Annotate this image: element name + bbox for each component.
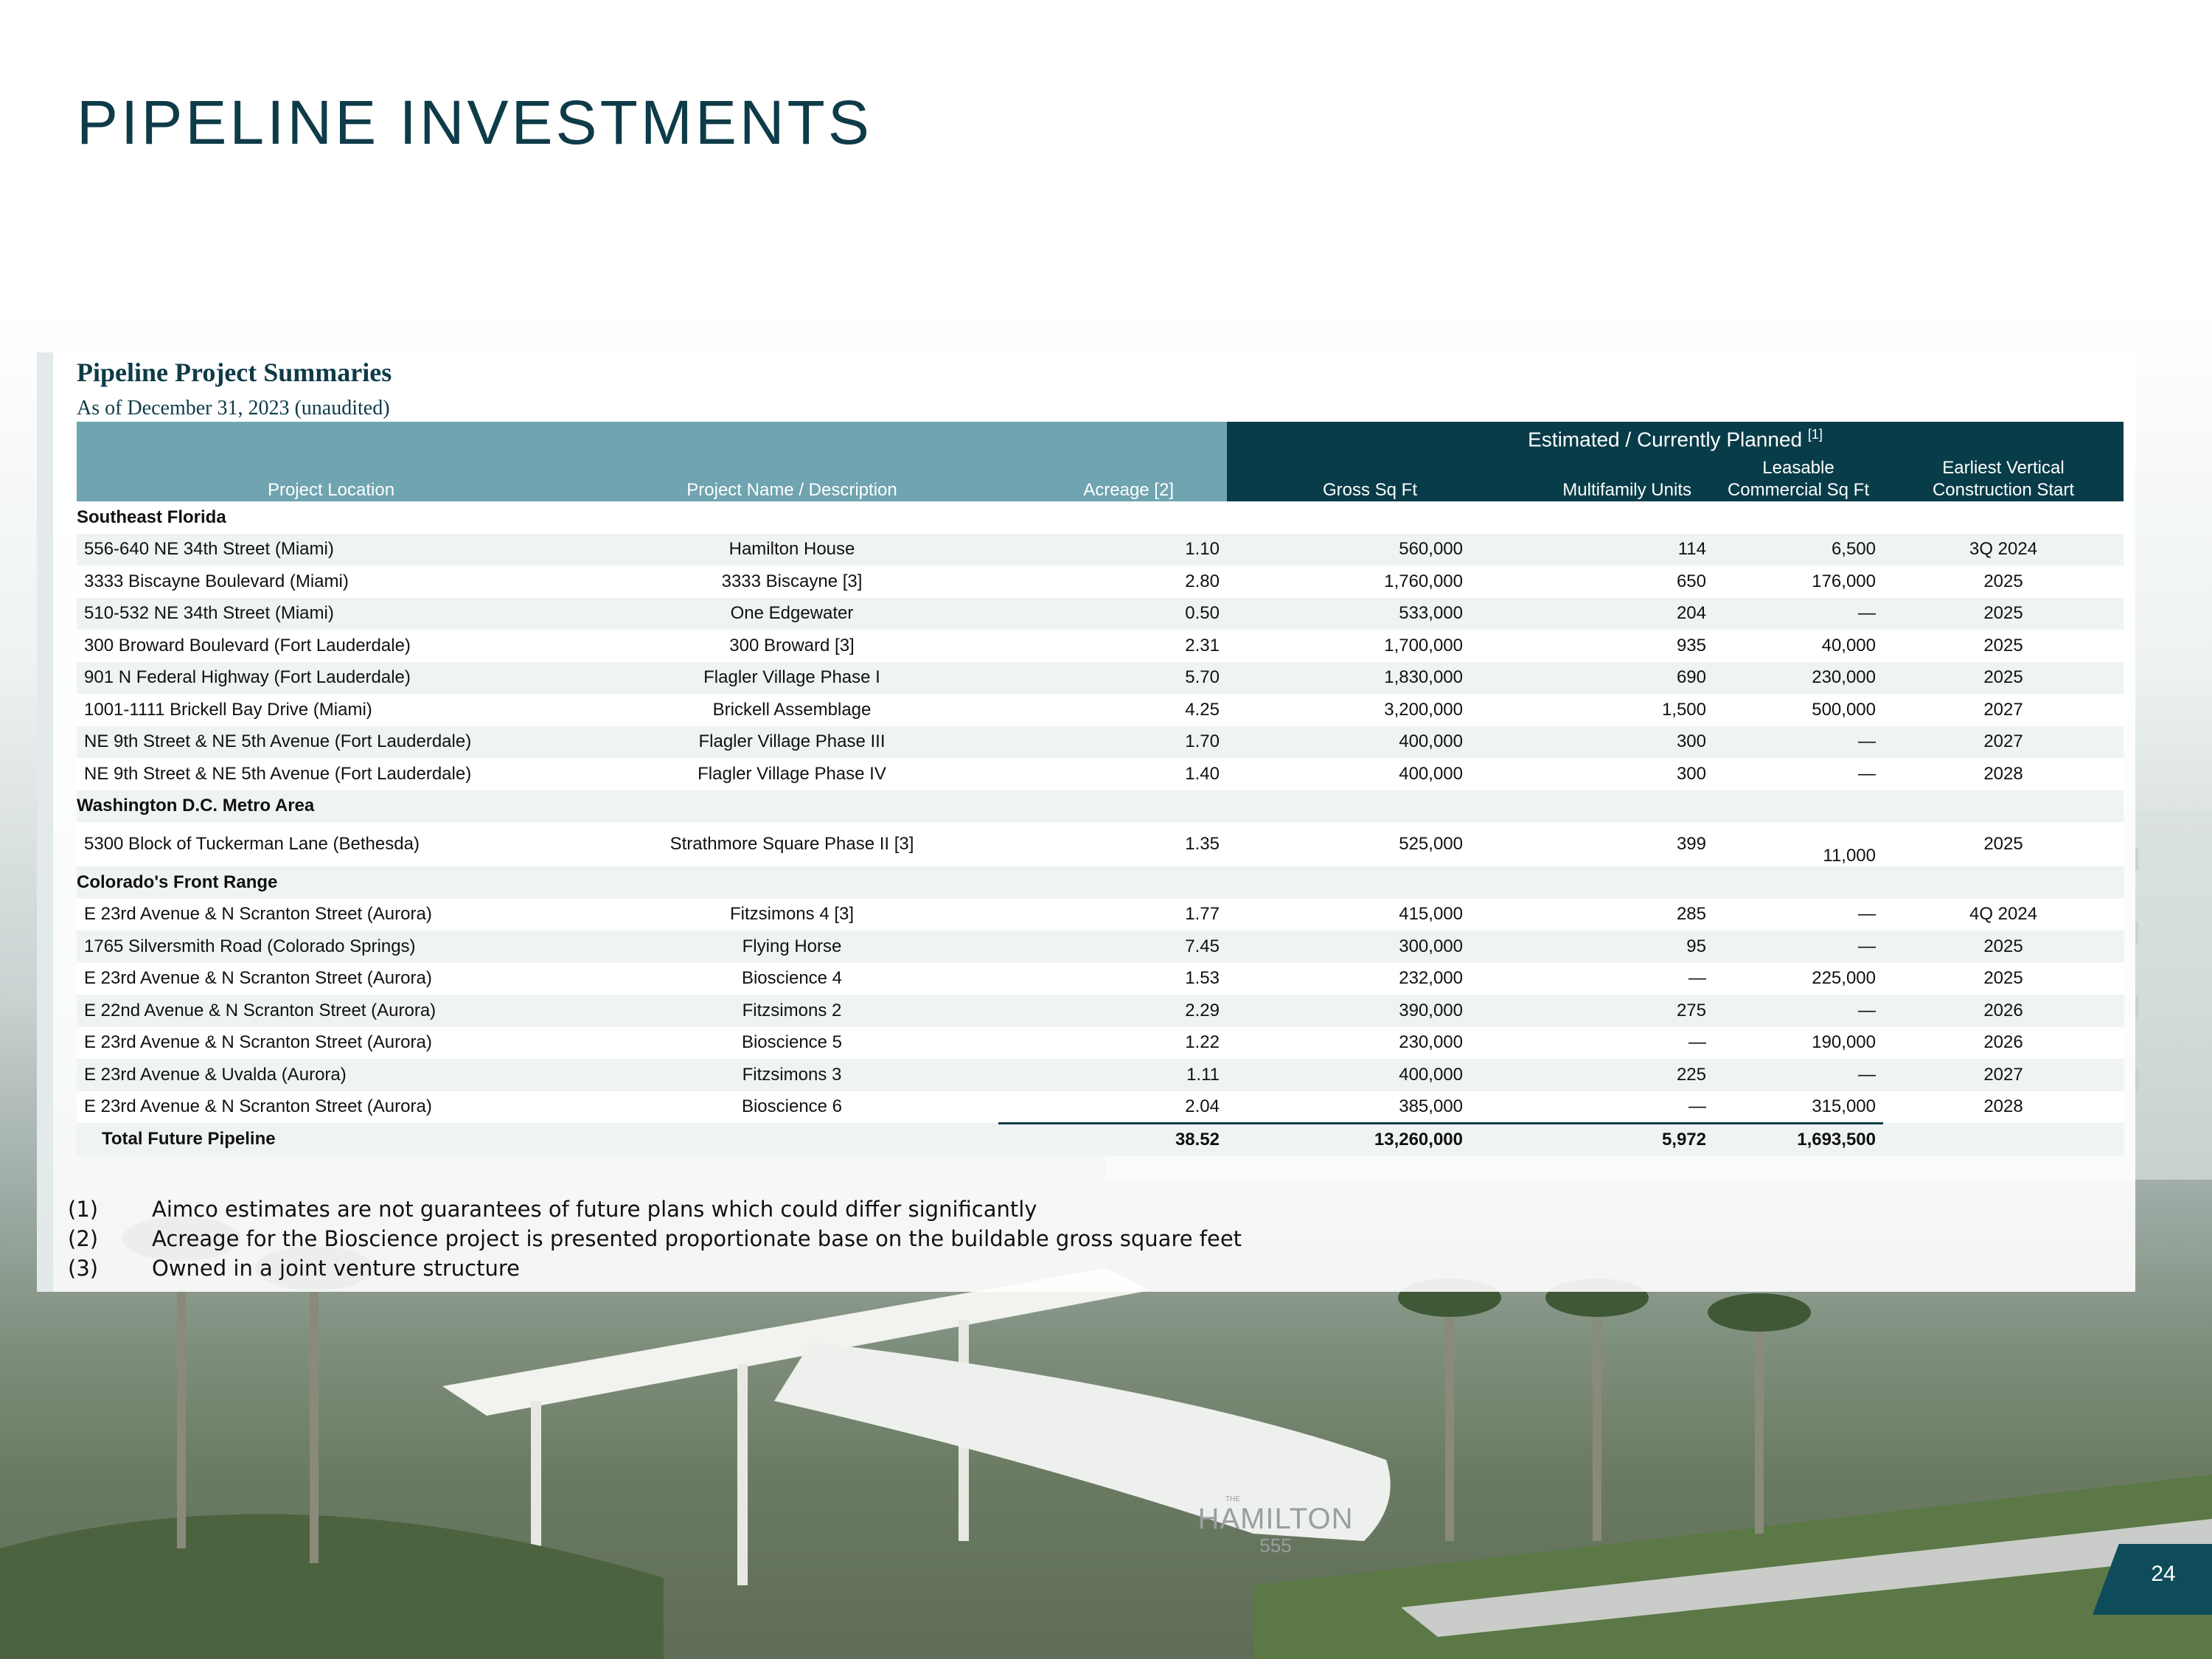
cell-units: 650: [1676, 571, 1706, 591]
cell-name: Fitzsimons 3: [742, 1064, 842, 1085]
cell-start: 2025: [1983, 968, 2023, 989]
cell-leasable: —: [1858, 763, 1876, 784]
pipeline-table: [77, 422, 2124, 1155]
table-row: [77, 534, 2124, 566]
cell-leasable: —: [1858, 936, 1876, 956]
table-row: [77, 758, 2124, 790]
total-spacer: [1883, 1123, 2124, 1155]
col-header-leasable: [1714, 457, 1883, 501]
col-header-gross: Gross Sq Ft: [1227, 457, 1470, 501]
cell-leasable: 6,500: [1831, 539, 1876, 560]
footnote: [68, 1224, 1242, 1253]
section-subtitle: As of December 31, 2023 (unaudited): [77, 397, 390, 420]
cell-start: 2025: [1983, 571, 2023, 591]
cell-location: 556-640 NE 34th Street (Miami): [84, 539, 334, 560]
cell-leasable: —: [1858, 1000, 1876, 1020]
total-units: 5,972: [1470, 1123, 1714, 1155]
table-row: [77, 1059, 2124, 1091]
cell-acreage: 5.70: [1185, 667, 1220, 688]
table-row: [77, 694, 2124, 726]
col-header-start-line2: Construction Start: [1932, 480, 2075, 500]
total-gross: 13,260,000: [1227, 1123, 1470, 1155]
cell-start: 2025: [1983, 635, 2023, 655]
cell-location: 5300 Block of Tuckerman Lane (Bethesda): [84, 834, 420, 854]
table-row: [77, 630, 2124, 662]
cell-units: 225: [1676, 1064, 1706, 1085]
group-header-note: [1]: [1807, 427, 1823, 442]
table-row: [77, 1027, 2124, 1060]
cell-gross: 1,830,000: [1384, 667, 1463, 688]
cell-leasable: 40,000: [1821, 635, 1876, 655]
cell-location: E 22nd Avenue & N Scranton Street (Aurora): [84, 1000, 437, 1020]
cell-units: 285: [1676, 904, 1706, 925]
cell-location: NE 9th Street & NE 5th Avenue (Fort Lauderdale): [84, 763, 472, 784]
header-spacer: [77, 422, 585, 457]
cell-leasable: 500,000: [1812, 699, 1876, 720]
cell-gross: 400,000: [1399, 1064, 1463, 1085]
photo-sign-small: THE: [1225, 1495, 1240, 1503]
footnote: [68, 1253, 1242, 1283]
footnote-number: (3): [68, 1256, 99, 1281]
cell-acreage: 2.31: [1185, 635, 1220, 655]
cell-acreage: 1.35: [1185, 834, 1220, 854]
cell-leasable: 11,000: [1823, 846, 1876, 866]
cell-units: 204: [1676, 603, 1706, 624]
cell-units: 300: [1676, 763, 1706, 784]
cell-units: 690: [1676, 667, 1706, 688]
photo-sign: [1180, 1495, 1371, 1557]
cell-location: E 23rd Avenue & N Scranton Street (Aurora): [84, 968, 432, 989]
table-row: [77, 598, 2124, 630]
cell-acreage: 1.40: [1185, 763, 1220, 784]
cell-location: E 23rd Avenue & N Scranton Street (Aurora): [84, 1032, 432, 1053]
table-row: [77, 566, 2124, 598]
footnotes: [68, 1194, 1242, 1283]
cell-name: Bioscience 6: [741, 1096, 843, 1117]
cell-acreage: 2.80: [1185, 571, 1220, 591]
page-number: 24: [2151, 1562, 2176, 1586]
col-header-leasable-line2: Commercial Sq Ft: [1727, 480, 1870, 500]
cell-name: Fitzsimons 4 [3]: [729, 904, 855, 925]
cell-name: 3333 Biscayne [3]: [721, 571, 863, 591]
cell-acreage: 1.77: [1185, 904, 1220, 925]
total-leasable: 1,693,500: [1714, 1123, 1883, 1155]
table-row: [77, 931, 2124, 963]
cell-units: 95: [1686, 936, 1706, 956]
cell-start: 2025: [1983, 936, 2023, 956]
group-header-label: Estimated / Currently Planned: [1528, 428, 1803, 451]
cell-leasable: —: [1858, 603, 1876, 624]
cell-acreage: 4.25: [1185, 699, 1220, 720]
cell-start: 2028: [1983, 1096, 2023, 1117]
cell-name: Bioscience 4: [741, 968, 843, 989]
group-label: Colorado's Front Range: [77, 872, 278, 892]
cell-start: 2026: [1983, 1000, 2023, 1020]
col-header-leasable-line1: Leasable: [1762, 458, 1834, 478]
table-group-header-row: [77, 422, 2124, 457]
cell-location: E 23rd Avenue & Uvalda (Aurora): [84, 1064, 347, 1085]
photo-sign-name: HAMILTON: [1197, 1503, 1354, 1535]
cell-gross: 3,200,000: [1384, 699, 1463, 720]
cell-acreage: 1.22: [1185, 1032, 1220, 1053]
cell-location: 510-532 NE 34th Street (Miami): [84, 603, 334, 624]
cell-units: —: [1688, 968, 1706, 989]
group-header: [1227, 422, 2124, 457]
cell-acreage: 2.29: [1185, 1000, 1220, 1020]
footnote-text: Owned in a joint venture structure: [152, 1256, 520, 1281]
cell-start: 2028: [1983, 763, 2023, 784]
cell-leasable: —: [1858, 731, 1876, 752]
table-row: [77, 963, 2124, 995]
cell-start: 3Q 2024: [1969, 539, 2038, 560]
cell-location: 1765 Silversmith Road (Colorado Springs): [84, 936, 416, 956]
cell-start: 2025: [1983, 834, 2023, 854]
cell-acreage: 0.50: [1185, 603, 1220, 624]
table-row: [77, 995, 2124, 1027]
cell-name: Strathmore Square Phase II [3]: [669, 834, 914, 854]
footnote: [68, 1194, 1242, 1224]
cell-name: Flying Horse: [742, 936, 842, 956]
cell-acreage: 1.11: [1186, 1064, 1220, 1085]
cell-gross: 300,000: [1399, 936, 1463, 956]
cell-location: NE 9th Street & NE 5th Avenue (Fort Lauderdale): [84, 731, 472, 752]
cell-name: One Edgewater: [730, 603, 854, 624]
cell-acreage: 7.45: [1185, 936, 1220, 956]
cell-acreage: 1.53: [1185, 968, 1220, 989]
cell-leasable: 315,000: [1812, 1096, 1876, 1116]
total-row: [77, 1123, 2124, 1155]
table-row: [77, 662, 2124, 695]
cell-start: 2027: [1983, 731, 2023, 752]
cell-gross: 1,760,000: [1384, 571, 1463, 591]
cell-acreage: 1.70: [1185, 731, 1220, 752]
cell-gross: 385,000: [1399, 1096, 1463, 1116]
col-header-start-line1: Earliest Vertical: [1942, 458, 2065, 478]
cell-location: E 23rd Avenue & N Scranton Street (Aurora): [84, 1096, 432, 1117]
cell-start: 2025: [1983, 603, 2023, 624]
cell-location: 300 Broward Boulevard (Fort Lauderdale): [84, 635, 411, 655]
cell-name: 300 Broward [3]: [729, 635, 855, 655]
cell-gross: 230,000: [1399, 1032, 1463, 1053]
col-header-units: Multifamily Units: [1470, 457, 1714, 501]
cell-location: E 23rd Avenue & N Scranton Street (Aurora): [84, 904, 432, 925]
total-acreage: 38.52: [998, 1123, 1227, 1155]
cell-gross: 560,000: [1399, 539, 1463, 560]
cell-gross: 525,000: [1399, 834, 1463, 854]
group-row-southeast-florida: [77, 501, 2124, 534]
cell-leasable: 190,000: [1812, 1032, 1876, 1053]
cell-start: 2027: [1983, 1064, 2023, 1085]
section-title: Pipeline Project Summaries: [77, 358, 392, 387]
cell-location: 901 N Federal Highway (Fort Lauderdale): [84, 667, 411, 688]
cell-gross: 533,000: [1399, 603, 1463, 624]
group-row-washington-dc: [77, 790, 2124, 823]
cell-gross: 232,000: [1399, 968, 1463, 989]
cell-leasable: 176,000: [1812, 571, 1876, 591]
table-header-row: [77, 457, 2124, 501]
cell-leasable: 230,000: [1812, 667, 1876, 688]
footnote-number: (2): [68, 1226, 99, 1251]
cell-start: 2027: [1983, 699, 2023, 720]
footnote-text: Aimco estimates are not guarantees of future plans which could differ significantly: [152, 1197, 1037, 1222]
cell-name: Flagler Village Phase IV: [698, 763, 886, 784]
cell-leasable: —: [1858, 904, 1876, 925]
table-row: [77, 899, 2124, 931]
cell-acreage: 1.10: [1185, 539, 1220, 560]
cell-units: —: [1688, 1032, 1706, 1053]
cell-units: 114: [1677, 539, 1706, 560]
cell-gross: 400,000: [1399, 731, 1463, 752]
cell-gross: 390,000: [1399, 1000, 1463, 1020]
cell-units: 275: [1676, 1000, 1706, 1020]
cell-units: 935: [1676, 635, 1706, 655]
cell-start: 2025: [1983, 667, 2023, 688]
cell-name: Flagler Village Phase I: [703, 667, 880, 688]
page-title: PIPELINE INVESTMENTS: [77, 88, 872, 157]
cell-leasable: 225,000: [1812, 968, 1876, 989]
header-spacer: [998, 422, 1227, 457]
cell-name: Flagler Village Phase III: [698, 731, 886, 752]
panel-edge: [37, 352, 53, 1292]
cell-name: Fitzsimons 2: [742, 1000, 842, 1020]
cell-gross: 1,700,000: [1384, 635, 1463, 655]
table-row: [77, 822, 2124, 866]
cell-units: 300: [1676, 731, 1706, 752]
cell-units: 1,500: [1661, 699, 1706, 720]
footnote-text: Acreage for the Bioscience project is presented proportionate base on the buildable gross square feet: [152, 1226, 1242, 1251]
cell-units: 399: [1676, 834, 1706, 854]
cell-leasable: —: [1858, 1064, 1876, 1085]
photo-sign-number: 555: [1259, 1534, 1292, 1557]
group-label: Southeast Florida: [77, 507, 226, 527]
cell-gross: 415,000: [1399, 904, 1463, 925]
total-label: Total Future Pipeline: [102, 1128, 276, 1149]
col-header-location: Project Location: [77, 457, 585, 501]
cell-start: 2026: [1983, 1032, 2023, 1053]
header-spacer: [585, 422, 998, 457]
cell-name: Bioscience 5: [741, 1032, 843, 1053]
col-header-start: [1883, 457, 2124, 501]
cell-acreage: 2.04: [1185, 1096, 1220, 1116]
cell-name: Brickell Assemblage: [712, 699, 872, 720]
cell-location: 3333 Biscayne Boulevard (Miami): [84, 571, 349, 591]
group-label: Washington D.C. Metro Area: [77, 796, 315, 816]
table-row: [77, 726, 2124, 759]
cell-location: 1001-1111 Brickell Bay Drive (Miami): [84, 699, 372, 720]
col-header-acreage: Acreage [2]: [998, 457, 1227, 501]
total-spacer: [585, 1123, 998, 1155]
cell-units: —: [1688, 1096, 1706, 1116]
cell-name: Hamilton House: [728, 539, 855, 560]
cell-gross: 400,000: [1399, 763, 1463, 784]
footnote-number: (1): [68, 1197, 99, 1222]
cell-start: 4Q 2024: [1969, 904, 2038, 925]
col-header-name: Project Name / Description: [585, 457, 998, 501]
group-row-colorado: [77, 866, 2124, 899]
table-row: [77, 1091, 2124, 1124]
